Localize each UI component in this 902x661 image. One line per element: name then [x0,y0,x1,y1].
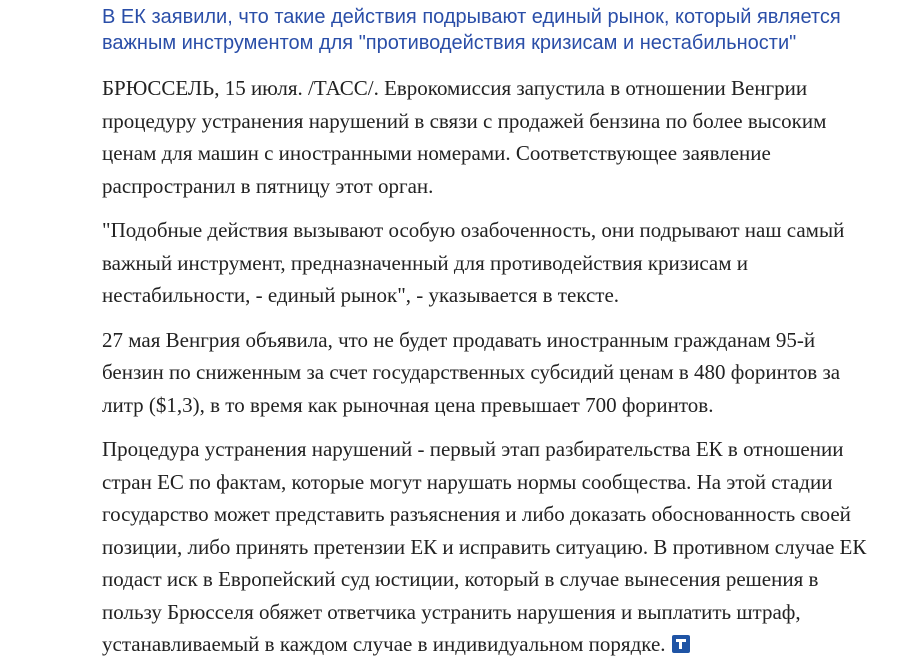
lead-line: важным инструментом для "противодействия кризисам и нестабильности" [102,32,797,54]
paragraph-line: государство может представить разъяснения и либо доказать обоснованность своей [102,502,851,526]
paragraph-line: литр ($1,3), в то время как рыночная цена превышает 700 форинтов. [102,392,714,417]
paragraph-line: распространил в пятницу этот орган. [102,173,434,198]
paragraph-line: важный инструмент, предназначенный для противодействия кризисам и [102,250,748,275]
paragraph-line: позиции, либо принять претензии ЕК и исправить ситуацию. В противном случае ЕК [102,534,867,559]
paragraph-line: подаст иск в Европейский суд юстиции, который в случае вынесения решения в [102,567,819,591]
tass-logo-icon[interactable] [672,635,690,653]
article-lead [102,4,902,56]
article [102,0,902,661]
article-paragraph [102,324,902,422]
article-paragraph [102,72,902,202]
article-paragraph [102,433,902,661]
paragraph-line: бензин по сниженным за счет государственных субсидий ценам в 480 форинтов за [102,360,841,384]
paragraph-line: "Подобные действия вызывают особую озабоченность, они подрывают наш самый [102,218,845,242]
paragraph-line: пользу Брюсселя обяжет ответчика устранить нарушения и выплатить штраф, [102,599,801,624]
paragraph-line-text: устанавливаемый в каждом случае в индивидуальном порядке. [102,632,666,656]
paragraph-line: процедуру устранения нарушений в связи с продажей бензина по более высоким [102,108,827,133]
paragraph-line-last [102,628,902,661]
paragraph-line: стран ЕС по фактам, которые могут нарушать нормы сообщества. На этой стадии [102,469,833,494]
paragraph-line: нестабильности, - единый рынок", - указывается в тексте. [102,283,620,307]
paragraph-line: Процедура устранения нарушений - первый этап разбирательства ЕК в отношении [102,437,844,461]
paragraph-line: ценам для машин с иностранными номерами. Соответствующее заявление [102,141,771,165]
article-paragraph [102,214,902,312]
paragraph-line: 27 мая Венгрия объявила, что не будет продавать иностранным гражданам 95-й [102,327,816,352]
lead-line: В ЕК заявили, что такие действия подрывают единый рынок, который является [102,6,841,28]
paragraph-line: БРЮССЕЛЬ, 15 июля. /ТАСС/. Еврокомиссия запустила в отношении Венгрии [102,76,808,100]
